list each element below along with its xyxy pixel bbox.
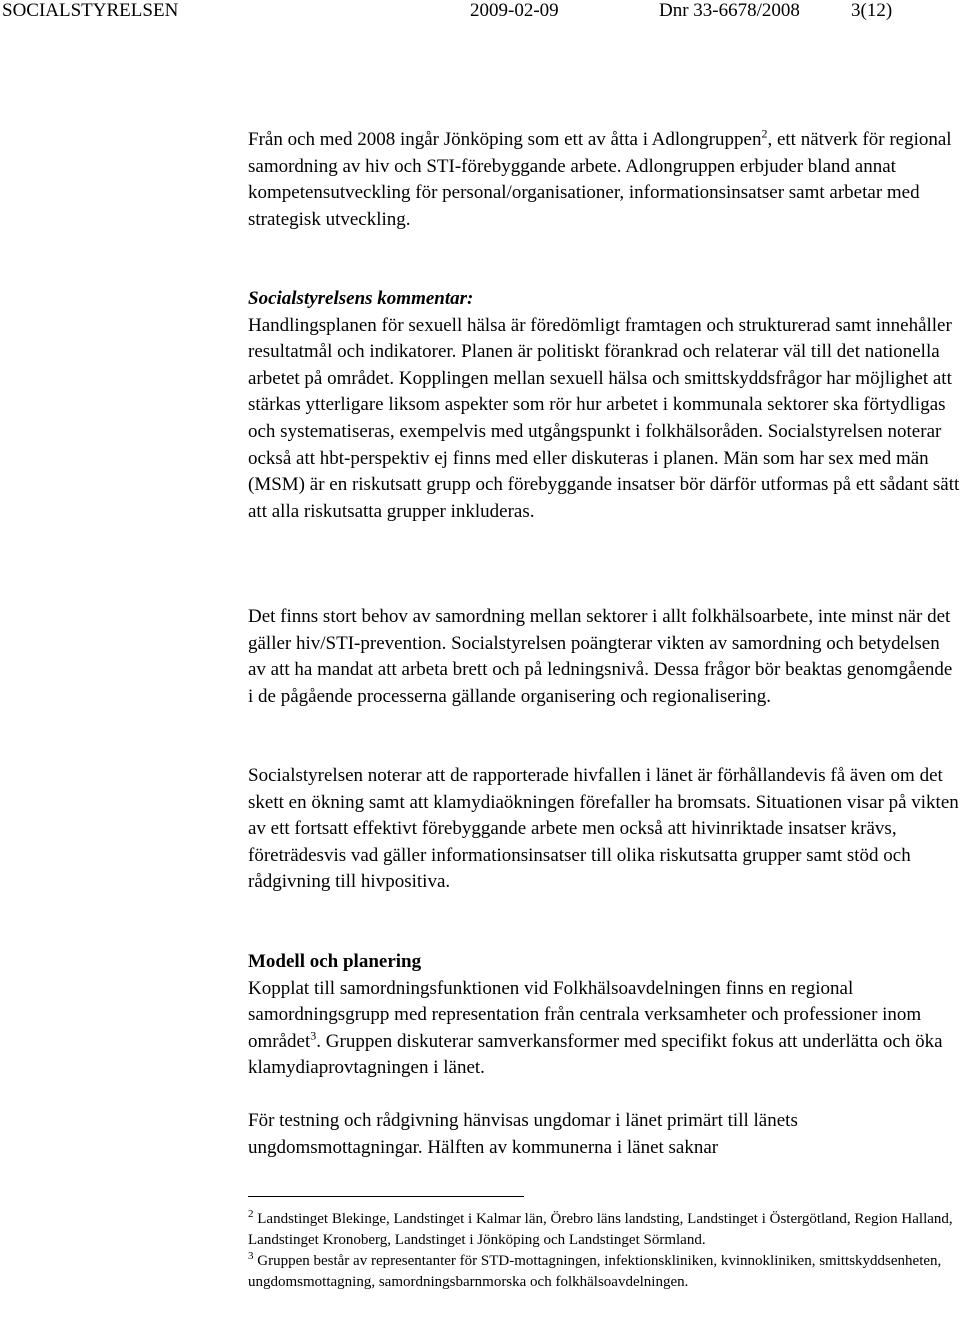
- paragraph-testning: [248, 1108, 960, 1161]
- comment-heading: Socialstyrelsens kommentar:: [248, 288, 474, 309]
- footnote-text: Landstinget Blekinge, Landstinget i Kalmar län, Örebro läns landsting, Landstinget i Östergötland, Region Halland, Landstinget Kronoberg, Landstinget i Jönköping och Landstinget Sörmland.: [248, 1211, 953, 1248]
- paragraph-text: Det finns stort behov av samordning mellan sektorer i allt folkhälsoarbete, inte minst när det gäller hiv/STI-prevention. Socialstyrelsen poängterar vikten av samordning och betydelsen av att ha mandat att arbeta brett och på ledningsnivå. Dessa frågor bör beaktas genomgående i de pågående processerna gällande organisering och regionalisering.: [248, 606, 953, 707]
- paragraph-samordning: [248, 604, 960, 710]
- paragraph-text: Socialstyrelsen noterar att de rapporterade hivfallen i länet är förhållandevis få även om det skett en ökning samt att klamydiaökningen förefaller ha bromsats. Situationen visar på vikten av ett fortsatt effektivt förebyggande arbete men också att hivinriktade insatser krävs, företrädesvis vad gäller informationsinsatser till olika riskutsatta grupper samt stöd och rådgivning till hivpositiva.: [248, 765, 959, 893]
- header-page-number: 3(12): [851, 0, 893, 21]
- page-header: [0, 0, 960, 26]
- paragraph-text: Från och med 2008 ingår Jönköping som ett av åtta i Adlongruppen: [248, 129, 762, 150]
- section-heading: Modell och planering: [248, 951, 422, 972]
- footnote-number: 2: [248, 1208, 254, 1220]
- paragraph-text: . Gruppen diskuterar samverkansformer med specifikt fokus att underlätta och öka klamydiaprovtagningen i länet.: [248, 1030, 943, 1079]
- paragraph-text: , ett nätverk för regional samordning av hiv och STI-förebyggande arbete. Adlongruppen erbjuder bland annat kompetensutveckling för personal/organisationer, informationsinsatser samt arbetar med strategisk utveckling.: [248, 129, 952, 230]
- footnote-text: Gruppen består av representanter för STD-mottagningen, infektionskliniken, kvinnokliniken, smittskyddsenheten, ungdomsmottagning, samordningsbarnmorska och folkhälsoavdelningen.: [248, 1253, 942, 1290]
- comment-text: Handlingsplanen för sexuell hälsa är föredömligt framtagen och strukturerad samt innehåller resultatmål och indikatorer. Planen är politiskt förankrad och relaterar väl till det nationella arbetet på området. Kopplingen mellan sexuell hälsa och smittskyddsfrågor har möjlighet att stärkas ytterligare liksom aspekter som rör hur arbetet i kommunala sektorer ska förtydligas och systematiseras, exempelvis med utgångspunkt i folkhälsoråden. Socialstyrelsen noterar också att hbt-perspektiv ej finns med eller diskuteras i planen. Män som har sex med män (MSM) är en riskutsatt grupp och förebyggande insatser bör därför utformas på ett sådant sätt att alla riskutsatta grupper inkluderas.: [248, 314, 960, 522]
- section-modell-och-planering: [248, 949, 960, 1082]
- footnote-number: 3: [248, 1250, 254, 1262]
- paragraph-comment: [248, 286, 960, 525]
- paragraph-text: Kopplat till samordningsfunktionen vid Folkhälsoavdelningen finns en regional samordningsgrupp med representation från centrala verksamheter och professioner inom området: [248, 977, 922, 1052]
- footnote-2: [248, 1209, 960, 1251]
- header-date: 2009-02-09: [470, 0, 559, 21]
- header-organization: SOCIALSTYRELSEN: [2, 0, 179, 21]
- footnote-3: [248, 1251, 960, 1293]
- footnote-ref-2: 2: [761, 126, 768, 141]
- paragraph-text: För testning och rådgivning hänvisas ungdomar i länet primärt till länets ungdomsmottagningar. Hälften av kommunerna i länet saknar: [248, 1110, 798, 1158]
- paragraph-adlongruppen: [248, 127, 960, 233]
- paragraph-hivfallen: [248, 763, 960, 896]
- footnote-separator: [248, 1196, 524, 1197]
- footnote-ref-3: 3: [310, 1028, 317, 1043]
- footnotes: [248, 1209, 960, 1293]
- header-reference-number: Dnr 33-6678/2008: [659, 0, 800, 21]
